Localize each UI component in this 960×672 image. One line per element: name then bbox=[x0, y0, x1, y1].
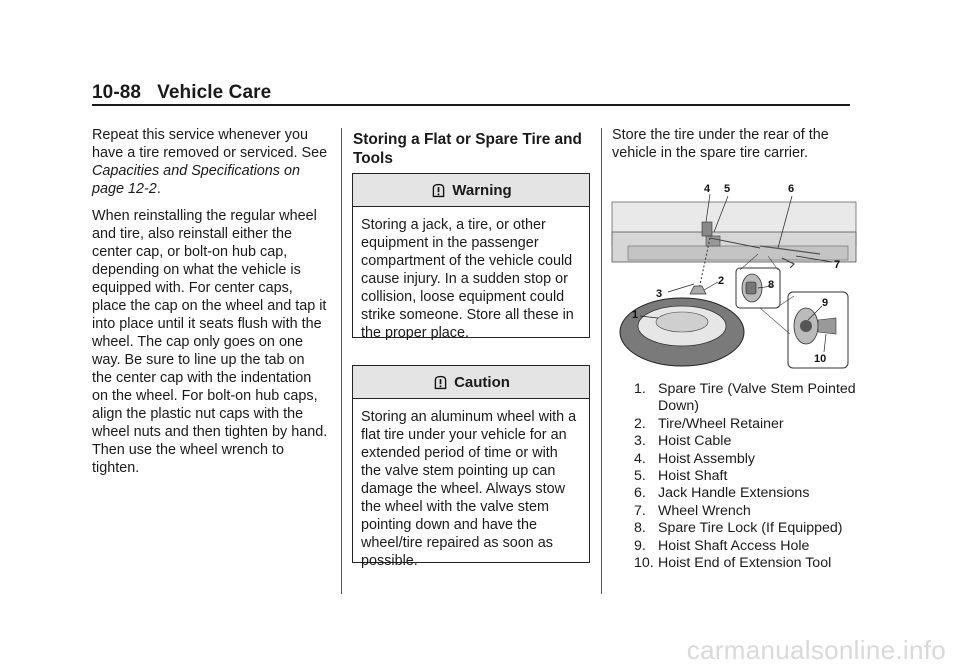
legend-item: 4. Hoist Assembly bbox=[634, 450, 755, 467]
cross-reference-link[interactable]: Capacities and Specifications on page 12-2 bbox=[92, 163, 300, 197]
callout-7: 7 bbox=[834, 259, 841, 271]
warning-title: Warning bbox=[452, 181, 512, 199]
callout-6: 6 bbox=[788, 184, 795, 195]
legend-item: 1. Spare Tire (Valve Stem Pointed Down) bbox=[634, 381, 856, 415]
section-heading: Storing a Flat or Spare Tire and Tools bbox=[353, 131, 582, 167]
column-middle bbox=[353, 130, 593, 168]
legend-item: 7. Wheel Wrench bbox=[634, 502, 751, 519]
callout-3: 3 bbox=[656, 288, 663, 300]
callout-9: 9 bbox=[822, 297, 829, 309]
alert-icon bbox=[432, 374, 449, 391]
caution-body: Storing an aluminum wheel with a flat tire under your vehicle for an extended period of time or with the valve stem pointing up can damage the wheel. Always stow the wheel with the valve stem pointing down and have the wheel/tire repaired as soon as possible. bbox=[361, 409, 577, 569]
header-rule bbox=[92, 104, 850, 106]
legend-item: 10. Hoist End of Extension Tool bbox=[634, 555, 832, 572]
paragraph-reinstall: When reinstalling the regular wheel and tire, also reinstall either the center cap, or bolt-on hub cap, depending on what the vehicle is equipped with. For center caps, place the cap on the wheel and tap it into place until it seats flush with the wheel. The cap only goes on one way. Be sure to line up the tab on the center cap with the indentation on the wheel. For bolt-on hub caps, align the plastic nut caps with the wheel nuts and then tighten by hand. Then use the wheel wrench to tighten. bbox=[92, 208, 328, 476]
hoist-assembly bbox=[702, 222, 712, 236]
legend-item: 6. Jack Handle Extensions bbox=[634, 485, 810, 502]
warning-box bbox=[352, 173, 590, 341]
column-left bbox=[92, 126, 328, 486]
callout-10: 10 bbox=[814, 353, 827, 365]
column-right bbox=[612, 126, 852, 162]
callout-8: 8 bbox=[768, 279, 775, 291]
parts-legend bbox=[634, 381, 874, 572]
paragraph-repeat-service: Repeat this service whenever you have a tire removed or serviced. See Capacities and Specifications on page 12-2. bbox=[92, 127, 328, 197]
page-number: 10-88 bbox=[92, 82, 142, 103]
legend-item: 3. Hoist Cable bbox=[634, 433, 732, 450]
callout-1: 1 bbox=[632, 309, 639, 321]
legend-item: 5. Hoist Shaft bbox=[634, 468, 728, 485]
intro-text: Store the tire under the rear of the vehicle in the spare tire carrier. bbox=[612, 127, 829, 161]
callout-4: 4 bbox=[704, 184, 711, 195]
spare-tire-illustration bbox=[610, 184, 860, 374]
watermark: carmanualsonline.info bbox=[686, 635, 946, 665]
page-header bbox=[92, 82, 271, 104]
callout-5: 5 bbox=[724, 184, 731, 195]
extension-tool-end bbox=[818, 318, 836, 334]
caution-box bbox=[352, 365, 590, 569]
warning-body: Storing a jack, a tire, or other equipment in the passenger compartment of the vehicle could cause injury. In a sudden stop or collision, loose equipment could strike someone. Store all these in the proper place. bbox=[361, 217, 574, 341]
legend-item: 9. Hoist Shaft Access Hole bbox=[634, 537, 810, 554]
column-divider-left bbox=[341, 128, 342, 594]
caution-title: Caution bbox=[454, 373, 510, 391]
warning-header bbox=[353, 174, 589, 207]
section-title: Vehicle Care bbox=[157, 82, 272, 103]
callout-2: 2 bbox=[718, 275, 725, 287]
caution-header bbox=[353, 366, 589, 399]
tire-wheel-retainer bbox=[690, 286, 706, 294]
hoist-access-hole bbox=[706, 236, 720, 246]
legend-item: 2. Tire/Wheel Retainer bbox=[634, 415, 784, 432]
column-divider-right bbox=[601, 128, 602, 594]
legend-item: 8. Spare Tire Lock (If Equipped) bbox=[634, 520, 843, 537]
alert-icon bbox=[430, 182, 447, 199]
